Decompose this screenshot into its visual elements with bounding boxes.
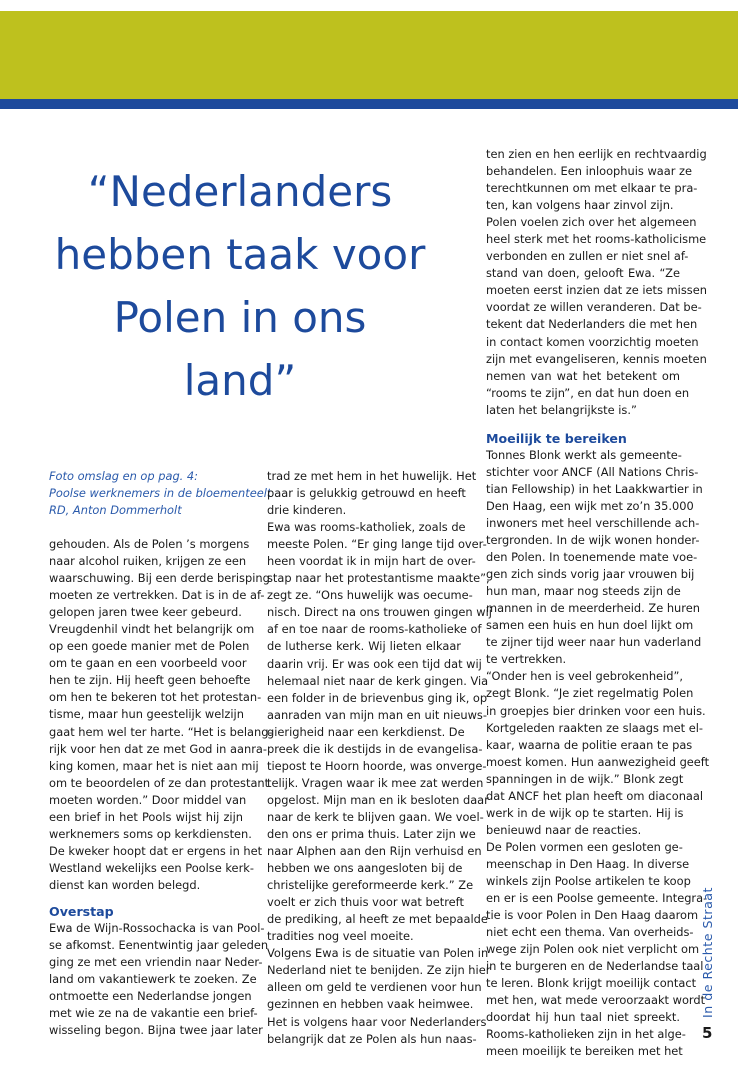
body-text-line: rijk voor hen dat ze met God in aanra-	[49, 741, 267, 756]
body-text-line: Rooms-katholieken zijn in het alge-	[486, 1027, 686, 1042]
header-band-green	[0, 11, 738, 99]
body-text-line: de lutherse kerk. Wij lieten elkaar	[267, 639, 461, 654]
body-text-line: Vreugdenhil vindt het belangrijk om	[49, 622, 255, 637]
body-text-line: helemaal niet naar de kerk gingen. Via	[267, 673, 489, 688]
subheading-moeilijk-te-bereiken: Moeilijk te bereiken	[486, 430, 627, 446]
body-text-line: voelt er zich thuis voor wat betreft	[267, 895, 464, 910]
body-text-line: Ewa was rooms-katholiek, zoals de	[267, 520, 466, 535]
body-text-line: tian Fellowship) in het Laakkwartier in	[486, 481, 703, 496]
caption-line: Poolse werknemers in de bloementeelt	[49, 486, 272, 501]
body-text-line: drie kinderen.	[267, 503, 347, 518]
body-text-line: king komen, maar het is niet aan mij	[49, 758, 259, 773]
body-text-line: Tonnes Blonk werkt als gemeente-	[486, 447, 682, 462]
body-text-line: verbonden en zullen er niet snel af-	[486, 249, 689, 264]
body-text-line: inwoners met heel verschillende ach-	[486, 515, 700, 530]
body-text-line: dienst kan worden belegd.	[49, 877, 201, 892]
body-text-line: Kortgeleden raakten ze slaags met el-	[486, 720, 703, 735]
body-text-line: “Onder hen is veel gebrokenheid”,	[486, 669, 683, 684]
body-text-line: mannen in de meerderheid. Ze huren	[486, 601, 700, 616]
body-text-line: gierigheid naar een kerkdienst. De	[267, 724, 465, 739]
body-text-line: meenschap in Den Haag. In diverse	[486, 856, 690, 871]
body-text-line: De kweker hoopt dat er ergens in het	[49, 843, 263, 858]
body-text-line: zijn met evangeliseren, kennis moeten	[486, 351, 707, 366]
body-text-line: paar is gelukkig getrouwd en heeft	[267, 486, 466, 501]
body-text-line: moeten worden.” Door middel van	[49, 792, 247, 807]
body-text-line: hen te zijn. Hij heeft geen behoefte	[49, 673, 251, 688]
body-text-line: ging ze met een vriendin naar Neder-	[49, 955, 263, 970]
body-text-line: te vertrekken.	[486, 652, 567, 667]
body-text-line: moest komen. Hun aanwezigheid geeft	[486, 754, 710, 769]
body-text-line: moeten eerst inzien dat ze iets missen	[486, 283, 707, 298]
body-text-line: behandelen. Een inloophuis waar ze	[486, 164, 693, 179]
body-text-line: christelijke gereformeerde kerk.” Ze	[267, 878, 474, 893]
caption-line: RD, Anton Dommerholt	[49, 503, 182, 518]
column-1	[49, 536, 273, 1039]
body-text-line: en er is een Poolse gemeente. Integra-	[486, 891, 708, 906]
body-text-line: stap naar het protestantisme maakte”,	[267, 571, 490, 586]
page-number: 5	[702, 1024, 713, 1042]
body-text-line: om hen te bekeren tot het protestan-	[49, 690, 262, 705]
body-text-line: om te gaan en een voorbeeld voor	[49, 656, 247, 671]
body-text-line: met wie ze na de vakantie een brief-	[49, 1006, 258, 1021]
body-text-line: gen zich sinds vorig jaar vrouwen bij	[486, 567, 695, 582]
body-text-line: te zijner tijd weer naar hun vaderland	[486, 635, 702, 650]
photo-caption	[49, 468, 271, 519]
body-text-line: moeten ze vertrekken. Dat is in de af-	[49, 588, 265, 603]
body-text-line: een folder in de brievenbus ging ik, op	[267, 690, 488, 705]
body-text-line: telijk. Vragen waar ik mee zat werden	[267, 775, 484, 790]
body-text-line: opgelost. Mijn man en ik besloten daar	[267, 792, 489, 807]
body-text-line: gezinnen en hebben vaak heimwee.	[267, 997, 474, 1012]
body-text-line: laten het belangrijkste is.”	[486, 402, 637, 417]
body-text-line: winkels zijn Poolse artikelen te koop	[486, 873, 691, 888]
body-text-line: in te burgeren en de Nederlandse taal	[486, 959, 704, 974]
body-text-line: wisseling begon. Bijna twee jaar later	[49, 1023, 263, 1038]
caption-line: Foto omslag en op pag. 4:	[49, 469, 199, 483]
body-text-line: zegt ze. “Ons huwelijk was oecume-	[267, 588, 473, 603]
body-text-line: terechtkunnen om met elkaar te pra-	[486, 181, 698, 196]
headline	[30, 160, 450, 412]
body-text-line: werknemers soms op kerkdiensten.	[49, 826, 252, 841]
body-text-line: samen een huis en hun doel lijkt om	[486, 618, 694, 633]
body-text-line: nisch. Direct na ons trouwen gingen wij	[267, 605, 492, 620]
body-text-line: met hen, wat mede veroorzaakt wordt	[486, 993, 706, 1008]
body-text-line: naar Alphen aan den Rijn verhuisd en	[267, 844, 482, 859]
headline-line: land”	[183, 356, 297, 405]
headline-line: Polen in ons	[113, 293, 367, 342]
subheading-overstap: Overstap	[49, 903, 114, 919]
body-text-line: op een goede manier met de Polen	[49, 639, 250, 654]
body-text-line: dat ANCF het plan heeft om diaconaal	[486, 788, 704, 803]
body-text-line: Polen voelen zich over het algemeen	[486, 215, 697, 230]
body-text-line: zegt Blonk. “Je ziet regelmatig Polen	[486, 686, 694, 701]
column-2	[267, 468, 492, 1048]
body-text-line: spanningen in de wijk.” Blonk zegt	[486, 771, 684, 786]
body-text-line: gelopen jaren twee keer gebeurd.	[49, 605, 242, 620]
body-text-line: gaat hem wel ter harte. “Het is belang-	[49, 724, 273, 739]
body-text-line: gehouden. Als de Polen ’s morgens	[49, 537, 250, 551]
header-band-blue	[0, 99, 738, 109]
body-text-line: Volgens Ewa is de situatie van Polen in	[267, 946, 489, 961]
headline-line: “Nederlanders	[87, 167, 393, 216]
body-text-line: land om vakantiewerk te zoeken. Ze	[49, 972, 257, 987]
body-text-line: daarin vrij. Er was ook een tijd dat wij	[267, 656, 482, 671]
body-text-line: naar de kerk te blijven gaan. We voel-	[267, 809, 484, 824]
body-text-line: ontmoette een Nederlandse jongen	[49, 989, 252, 1004]
body-text-line: tekent dat Nederlanders die met hen	[486, 317, 698, 332]
body-text-line: tradities nog veel moeite.	[267, 929, 414, 944]
body-text-line: kaar, waarna de politie eraan te pas	[486, 737, 693, 752]
body-text-line: tie is voor Polen in Den Haag daarom	[486, 908, 699, 923]
headline-line: hebben taak voor	[54, 230, 426, 279]
body-text-line: benieuwd naar de reacties.	[486, 822, 642, 837]
body-text-line: de prediking, al heeft ze met bepaalde	[267, 912, 488, 927]
body-text-line: een brief in het Pools wijst hij zijn	[49, 809, 243, 824]
body-text-line: se afkomst. Eenentwintig jaar geleden	[49, 938, 269, 953]
body-text-line: nemen van wat het betekent om	[486, 368, 680, 383]
body-text-line: De Polen vormen een gesloten ge-	[486, 839, 683, 854]
body-text-line: hun man, maar nog steeds zijn de	[486, 584, 681, 599]
body-text-line: ten, kan volgens haar zinvol zijn.	[486, 198, 674, 213]
body-text-line: aanraden van mijn man en uit nieuws-	[267, 707, 487, 722]
body-text-line: meen moeilijk te bereiken met het	[486, 1044, 683, 1059]
body-text-line: af en toe naar de rooms-katholieke of	[267, 622, 482, 637]
body-text-line: Westland wekelijks een Poolse kerk-	[49, 860, 254, 875]
body-text-line: belangrijk dat ze Polen als hun naas-	[267, 1031, 477, 1046]
body-text-line: naar alcohol ruiken, krijgen ze een	[49, 554, 247, 569]
body-text-line: den ons er prima thuis. Later zijn we	[267, 826, 476, 841]
body-text-line: Den Haag, een wijk met zo’n 35.000	[486, 498, 694, 513]
body-text-line: niet echt een thema. Van overheids-	[486, 925, 694, 940]
body-text-line: Nederland niet te benijden. Ze zijn hier	[267, 963, 491, 978]
body-text-line: Ewa de Wijn-Rossochacka is van Pool-	[49, 921, 265, 936]
body-text-line: “rooms te zijn”, en dat hun doen en	[486, 385, 690, 400]
body-text-line: om te beoordelen of ze dan protestant	[49, 775, 270, 790]
body-text-line: heel sterk met het rooms-katholicisme	[486, 232, 707, 247]
body-text-line: stand van doen, gelooft Ewa. “Ze	[486, 266, 680, 281]
body-text-line: den Polen. In toenemende mate voe-	[486, 550, 698, 565]
body-text-line: heen voordat ik in mijn hart de over-	[267, 554, 476, 569]
body-text-line: alleen om geld te verdienen voor hun	[267, 980, 482, 995]
body-text-line: in groepjes bier drinken voor een huis.	[486, 703, 706, 718]
body-text-line: Het is volgens haar voor Nederlanders	[267, 1014, 487, 1029]
body-text-line: hebben we ons aangesloten bij de	[267, 861, 463, 876]
body-text-line: wege zijn Polen ook niet verplicht om	[486, 942, 700, 957]
body-text-line: tiepost te Hoorn hoorde, was onverge-	[267, 758, 487, 773]
body-text-line: ten zien en hen eerlijk en rechtvaardig	[486, 147, 707, 161]
body-text-line: waarschuwing. Bij een derde berisping	[49, 571, 270, 586]
body-text-line: meeste Polen. “Er ging lange tijd over-	[267, 537, 487, 552]
body-text-line: stichter voor ANCF (All Nations Chris-	[486, 464, 699, 479]
body-text-line: voordat ze willen veranderen. Dat be-	[486, 300, 702, 315]
body-text-line: tisme, maar hun geestelijk welzijn	[49, 707, 244, 722]
body-text-line: in contact komen voorzichtig moeten	[486, 334, 699, 349]
body-text-line: doordat hij hun taal niet spreekt.	[486, 1010, 680, 1025]
body-text-line: werk in de wijk op te starten. Hij is	[486, 805, 684, 820]
magazine-name-vertical: In de Rechte Straat	[700, 887, 715, 1018]
body-text-line: preek die ik destijds in de evangelisa-	[267, 741, 483, 756]
body-text-line: trad ze met hem in het huwelijk. Het	[267, 469, 477, 483]
body-text-line: tergronden. In de wijk wonen honder-	[486, 533, 700, 548]
body-text-line: te leren. Blonk krijgt moeilijk contact	[486, 976, 697, 991]
